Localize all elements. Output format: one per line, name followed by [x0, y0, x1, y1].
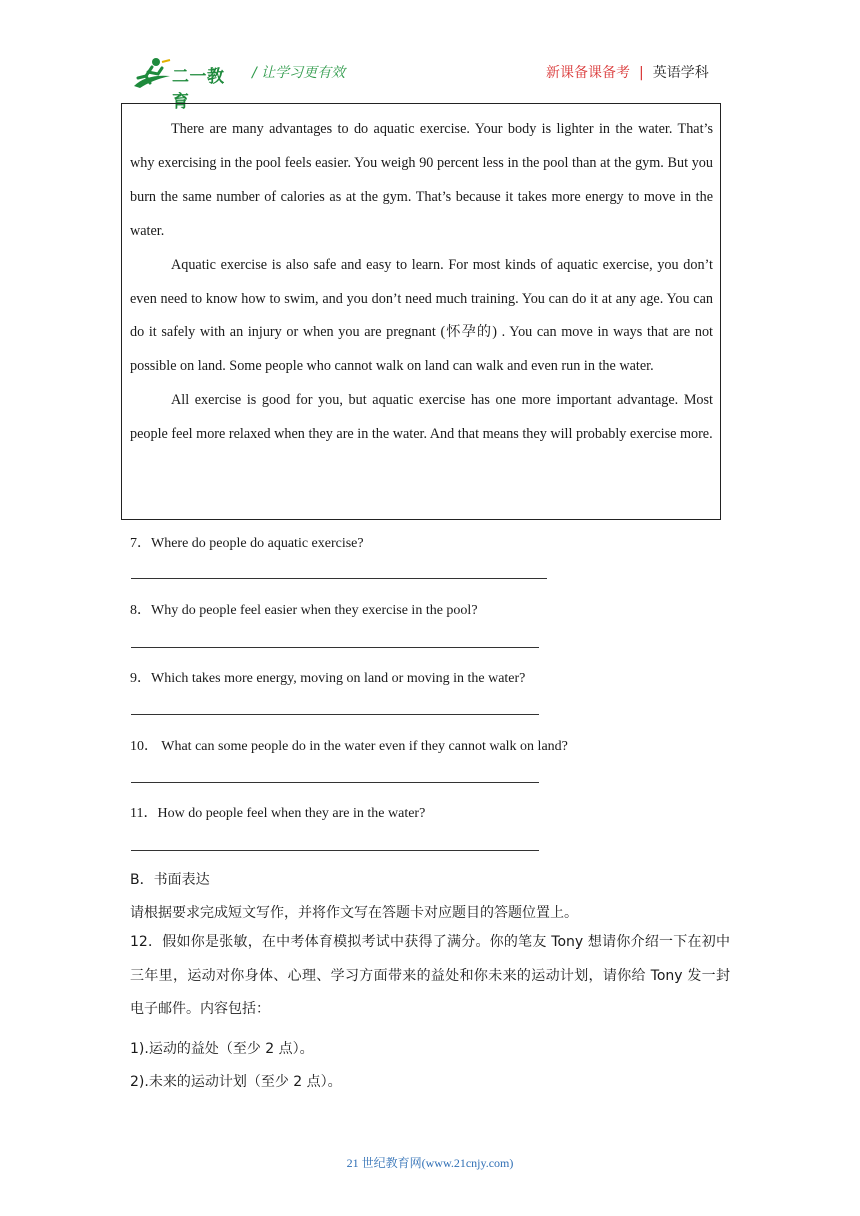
writing-prompt: 12．假如你是张敏，在中考体育模拟考试中获得了满分。你的笔友 Tony 想请你介绍一下在初中三年里，运动对你身体、心理、学习方面带来的益处和你未来的运动计划，请你给 Tony 发一封电子邮件。内容包括： [130, 934, 730, 1018]
answer-line-11 [131, 850, 539, 851]
header-separator: | [639, 65, 644, 81]
header-slogan: / 让学习更有效 [252, 65, 346, 81]
writing-instruction: 请根据要求完成短文写作，并将作文写在答题卡对应题目的答题位置上。 [130, 905, 578, 921]
header-subject-label [546, 62, 709, 82]
brand-logo [132, 56, 240, 112]
subject-label: 英语学科 [652, 65, 709, 81]
page-footer: 21 世纪教育网(www.21cnjy.com) [346, 1156, 514, 1170]
question-10: 10． What can some people do in the water even if they cannot walk on land? [130, 739, 568, 754]
passage-paragraph-2: Aquatic exercise is also safe and easy to learn. For most kinds of aquatic exercise, you don’t even need to know how to swim, and you don’t need much training. You can do it at any age. You can do it safely with an injury or when you are pregnant (怀孕的) . You can move in ways that are not possible on land. Some people who cannot walk on land can walk and even run in the water. [130, 256, 713, 375]
answer-line-9 [131, 714, 539, 715]
reading-passage-box [121, 103, 721, 520]
answer-line-7 [131, 578, 547, 579]
runner-logo-icon [132, 56, 172, 90]
page-header [0, 0, 860, 112]
question-8: 8．Why do people feel easier when they exercise in the pool? [130, 603, 478, 618]
writing-section-title: B．书面表达 [130, 872, 210, 888]
writing-point-1: 1).运动的益处（至少 2 点）。 [130, 1041, 314, 1057]
answer-line-8 [131, 647, 539, 648]
question-7: 7．Where do people do aquatic exercise? [130, 536, 364, 551]
answer-line-10 [131, 782, 539, 783]
logo-text: 二一教育 [172, 67, 225, 112]
writing-point-2: 2).未来的运动计划（至少 2 点）。 [130, 1074, 342, 1090]
course-label: 新课备课备考 [546, 65, 630, 81]
question-11: 11．How do people feel when they are in the water? [130, 806, 426, 821]
question-9: 9．Which takes more energy, moving on land or moving in the water? [130, 671, 526, 686]
passage-paragraph-1: There are many advantages to do aquatic exercise. Your body is lighter in the water. That’s why exercising in the pool feels easier. You weigh 90 percent less in the pool than at the gym. But you burn the same number of calories as at the gym. That’s because it takes more energy to move in the water. [130, 121, 713, 239]
passage-paragraph-3: All exercise is good for you, but aquatic exercise has one more important advantage. Most people feel more relaxed when they are in the water. And that means they will probably exercise more. [130, 392, 713, 443]
